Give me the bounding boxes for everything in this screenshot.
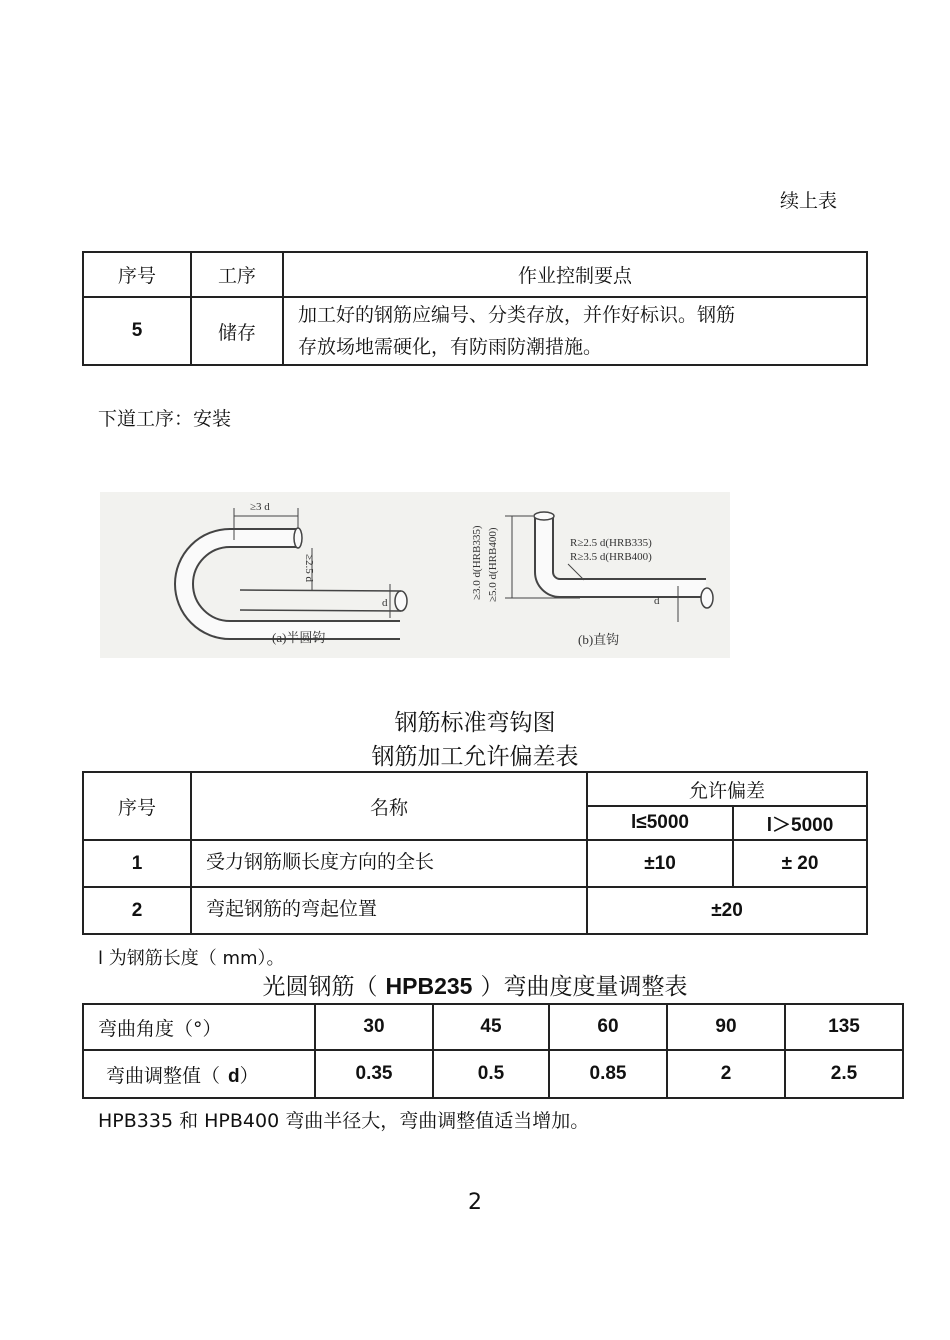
row-num: 1 <box>83 840 191 887</box>
header-num: 序号 <box>83 252 191 297</box>
table-row <box>83 887 867 934</box>
row2-label <box>83 1050 315 1098</box>
hook-diagram <box>100 492 730 658</box>
adjust-cell: 0.85 <box>549 1050 667 1098</box>
table-row <box>83 1004 903 1050</box>
b-dim-d: d <box>654 595 660 607</box>
row-points-line2: 存放场地需硬化，有防雨防潮措施。 <box>298 336 603 358</box>
angle-cell: 135 <box>785 1004 903 1050</box>
angle-cell: 45 <box>433 1004 549 1050</box>
header-sub2: l＞5000 <box>733 806 867 840</box>
table3-note: HPB335 和 HPB400 弯曲半径大，弯曲调整值适当增加。 <box>98 1110 590 1132</box>
header-sub1: l≤5000 <box>587 806 733 840</box>
row-num: 5 <box>83 297 191 365</box>
header-step: 工序 <box>191 252 283 297</box>
row1-label: 弯曲角度（°） <box>83 1004 315 1050</box>
table3-title-bold: HPB235 <box>385 973 473 999</box>
row-name: 受力钢筋顺长度方向的全长 <box>191 840 587 887</box>
a-dim-side: ≥2.5 d <box>303 554 315 583</box>
tolerance-table <box>82 771 868 935</box>
hook-figure <box>100 492 730 658</box>
row2-label-pre: 弯曲调整值（ <box>106 1064 221 1087</box>
table-row <box>83 1050 903 1098</box>
row-step: 储存 <box>191 297 283 365</box>
adjust-cell: 0.35 <box>315 1050 433 1098</box>
b-dim-side1: ≥3.0 d(HRB335) <box>471 525 483 600</box>
a-caption: (a)半圆钩 <box>272 630 326 645</box>
row-points <box>283 297 867 365</box>
semicircle-hook <box>184 508 407 630</box>
adjust-cell: 2 <box>667 1050 785 1098</box>
page-number: 2 <box>468 1190 482 1215</box>
header-points: 作业控制要点 <box>283 252 867 297</box>
a-dim-d: d <box>382 597 388 609</box>
table-row <box>83 297 867 365</box>
straight-hook <box>505 512 713 622</box>
angle-cell: 90 <box>667 1004 785 1050</box>
row2-label-bold: d <box>228 1065 240 1087</box>
header-tolerance: 允许偏差 <box>587 772 867 806</box>
bend-adjust-table <box>82 1003 904 1099</box>
continued-label: 续上表 <box>780 190 838 212</box>
table3-title-post: ）弯曲度度量调整表 <box>480 974 688 1000</box>
row-num: 2 <box>83 887 191 934</box>
row-points-line1: 加工好的钢筋应编号、分类存放，并作好标识。钢筋 <box>298 304 736 326</box>
row-tol1: ±10 <box>587 840 733 887</box>
table2-note: l 为钢筋长度（ mm）。 <box>98 948 285 969</box>
adjust-cell: 2.5 <box>785 1050 903 1098</box>
header-name: 名称 <box>191 772 587 840</box>
table-row <box>83 840 867 887</box>
row-tol: ±20 <box>587 887 867 934</box>
row2-label-post: ） <box>239 1064 259 1087</box>
next-step: 下道工序：安装 <box>98 408 232 430</box>
b-r1: R≥2.5 d(HRB335) <box>570 537 652 549</box>
b-dim-side2: ≥5.0 d(HRB400) <box>487 527 499 602</box>
table2-title: 钢筋加工允许偏差表 <box>371 744 579 770</box>
row-tol2: ± 20 <box>733 840 867 887</box>
table3-title <box>0 968 950 1001</box>
table3-title-pre: 光圆钢筋（ <box>262 974 378 1000</box>
a-dim-top: ≥3 d <box>250 501 270 513</box>
figure-caption: 钢筋标准弯钩图 <box>394 710 556 736</box>
process-table <box>82 251 868 366</box>
angle-cell: 30 <box>315 1004 433 1050</box>
row-name: 弯起钢筋的弯起位置 <box>191 887 587 934</box>
adjust-cell: 0.5 <box>433 1050 549 1098</box>
b-r2: R≥3.5 d(HRB400) <box>570 551 652 563</box>
angle-cell: 60 <box>549 1004 667 1050</box>
header-num: 序号 <box>83 772 191 840</box>
b-caption: (b)直钩 <box>578 632 620 647</box>
